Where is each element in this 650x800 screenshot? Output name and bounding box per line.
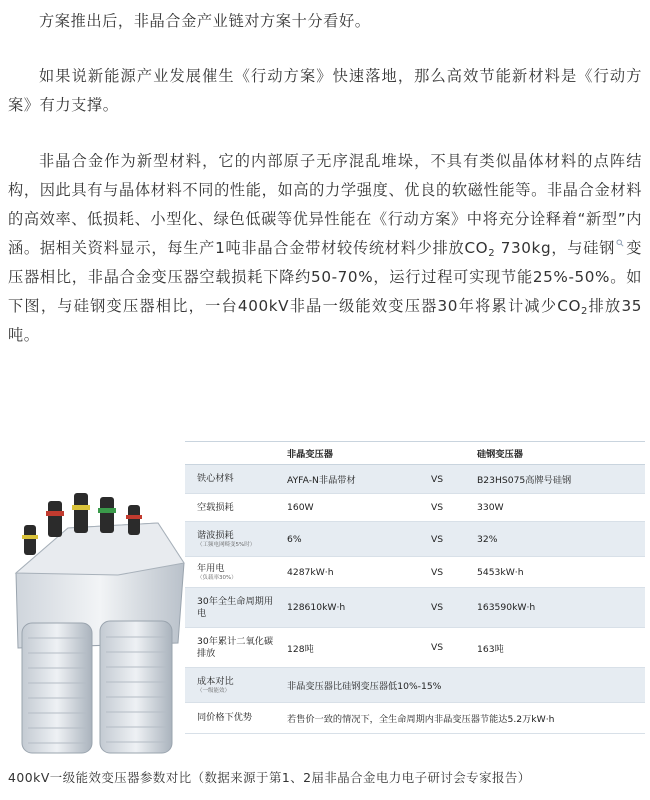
row-attribute: [185, 563, 281, 582]
paragraph-amorphous-alloy: [8, 147, 642, 350]
silicon-value: B23HS075高牌号硅钢: [477, 475, 572, 486]
comparison-summary: 非晶变压器比硅钢变压器低10%-15%: [287, 681, 442, 692]
row-attribute: 铁心材料: [197, 473, 234, 484]
row-attribute: 30年累计二氧化碳排放: [197, 635, 274, 659]
vs-label: VS: [431, 533, 444, 545]
search-icon: [616, 239, 624, 247]
table-row: [185, 465, 645, 494]
amorphous-value: AYFA-N非晶带材: [287, 475, 356, 486]
amorphous-value: 6%: [287, 533, 302, 545]
row-attribute: 同价格下优势: [197, 712, 253, 723]
paragraph-text: 排放35吨。: [8, 297, 642, 344]
header-silicon: 硅钢变压器: [477, 449, 523, 460]
attribute-label: 谐波损耗: [197, 529, 234, 541]
silicon-value: 163吨: [477, 643, 504, 655]
header-amorphous: 非晶变压器: [287, 449, 333, 460]
table-row: [185, 703, 645, 734]
row-attribute: [185, 530, 281, 549]
table-row: [185, 522, 645, 557]
vs-label: VS: [431, 473, 444, 485]
row-attribute: 30年全生命周期用电: [197, 595, 274, 619]
comparison-figure: [8, 433, 648, 765]
silicon-value: 330W: [477, 502, 504, 513]
attribute-label: 年用电: [197, 562, 225, 574]
table-row: [185, 628, 645, 668]
subscript-2: 2: [581, 306, 588, 317]
table-row: [185, 557, 645, 588]
cooling-fins-right: [100, 621, 172, 753]
figure-caption: 400kV一级能效变压器参数对比（数据来源于第1、2届非晶合金电力电子研讨会专家报告）: [8, 770, 531, 785]
amorphous-value: 160W: [287, 502, 314, 513]
row-attribute: 空载损耗: [197, 501, 234, 513]
paragraph-text: 非晶合金作为新型材料，它的内部原子无序混乱堆垛，不具有类似晶体材料的点阵结构，因此具有与晶体材料不同的性能，如高的力学强度、优良的软磁性能等。非晶合金材料的高效率、低损耗、小型化、绿色低碳等优异性能在《行动方案》中将充分诠释着“新型”内涵。据相关资料显示，每生产1吨非晶合金带材较传统材料少排放CO: [8, 152, 642, 257]
vs-label: VS: [431, 602, 444, 613]
vs-label: VS: [431, 502, 444, 513]
subscript-2: 2: [488, 248, 496, 259]
silicon-steel-link[interactable]: 硅钢: [583, 239, 616, 257]
amorphous-value: 128吨: [287, 643, 314, 655]
comparison-table: [185, 441, 645, 734]
table-row: [185, 494, 645, 522]
silicon-value: 32%: [477, 533, 498, 545]
row-attribute: [185, 676, 281, 695]
paragraph-text: 730kg，与: [495, 239, 584, 257]
attribute-note: （工频电网畸变5%时）: [197, 541, 256, 548]
vs-label: VS: [431, 566, 444, 578]
silicon-value: 5453kW·h: [477, 566, 524, 578]
table-header-row: [185, 442, 645, 465]
transformer-product-image: [8, 453, 186, 763]
paragraph-text: 变压器相比，非晶合金变压器空载损耗下降约50-70%，运行过程可实现节能25%-50%。如下图，与硅钢变压器相比，一台400kV非晶一级能效变压器30年将累计减少CO: [8, 239, 642, 315]
vs-label: VS: [431, 642, 444, 653]
silicon-value: 163590kW·h: [477, 602, 536, 613]
comparison-summary: 若售价一致的情况下，全生命周期内非晶变压器节能达5.2万kW·h: [287, 714, 555, 725]
attribute-note: （负载率30%）: [197, 574, 237, 581]
table-row: [185, 668, 645, 703]
paragraph-intro: 方案推出后，非晶合金产业链对方案十分看好。: [39, 12, 371, 30]
amorphous-value: 128610kW·h: [287, 602, 346, 613]
cooling-fins-left: [22, 623, 92, 753]
table-row: [185, 588, 645, 628]
attribute-label: 成本对比: [197, 675, 234, 687]
paragraph-new-energy: 如果说新能源产业发展催生《行动方案》快速落地，那么高效节能新材料是《行动方案》有力支撑。: [8, 67, 642, 114]
amorphous-value: 4287kW·h: [287, 566, 334, 578]
attribute-note: （一级能效）: [197, 687, 231, 694]
